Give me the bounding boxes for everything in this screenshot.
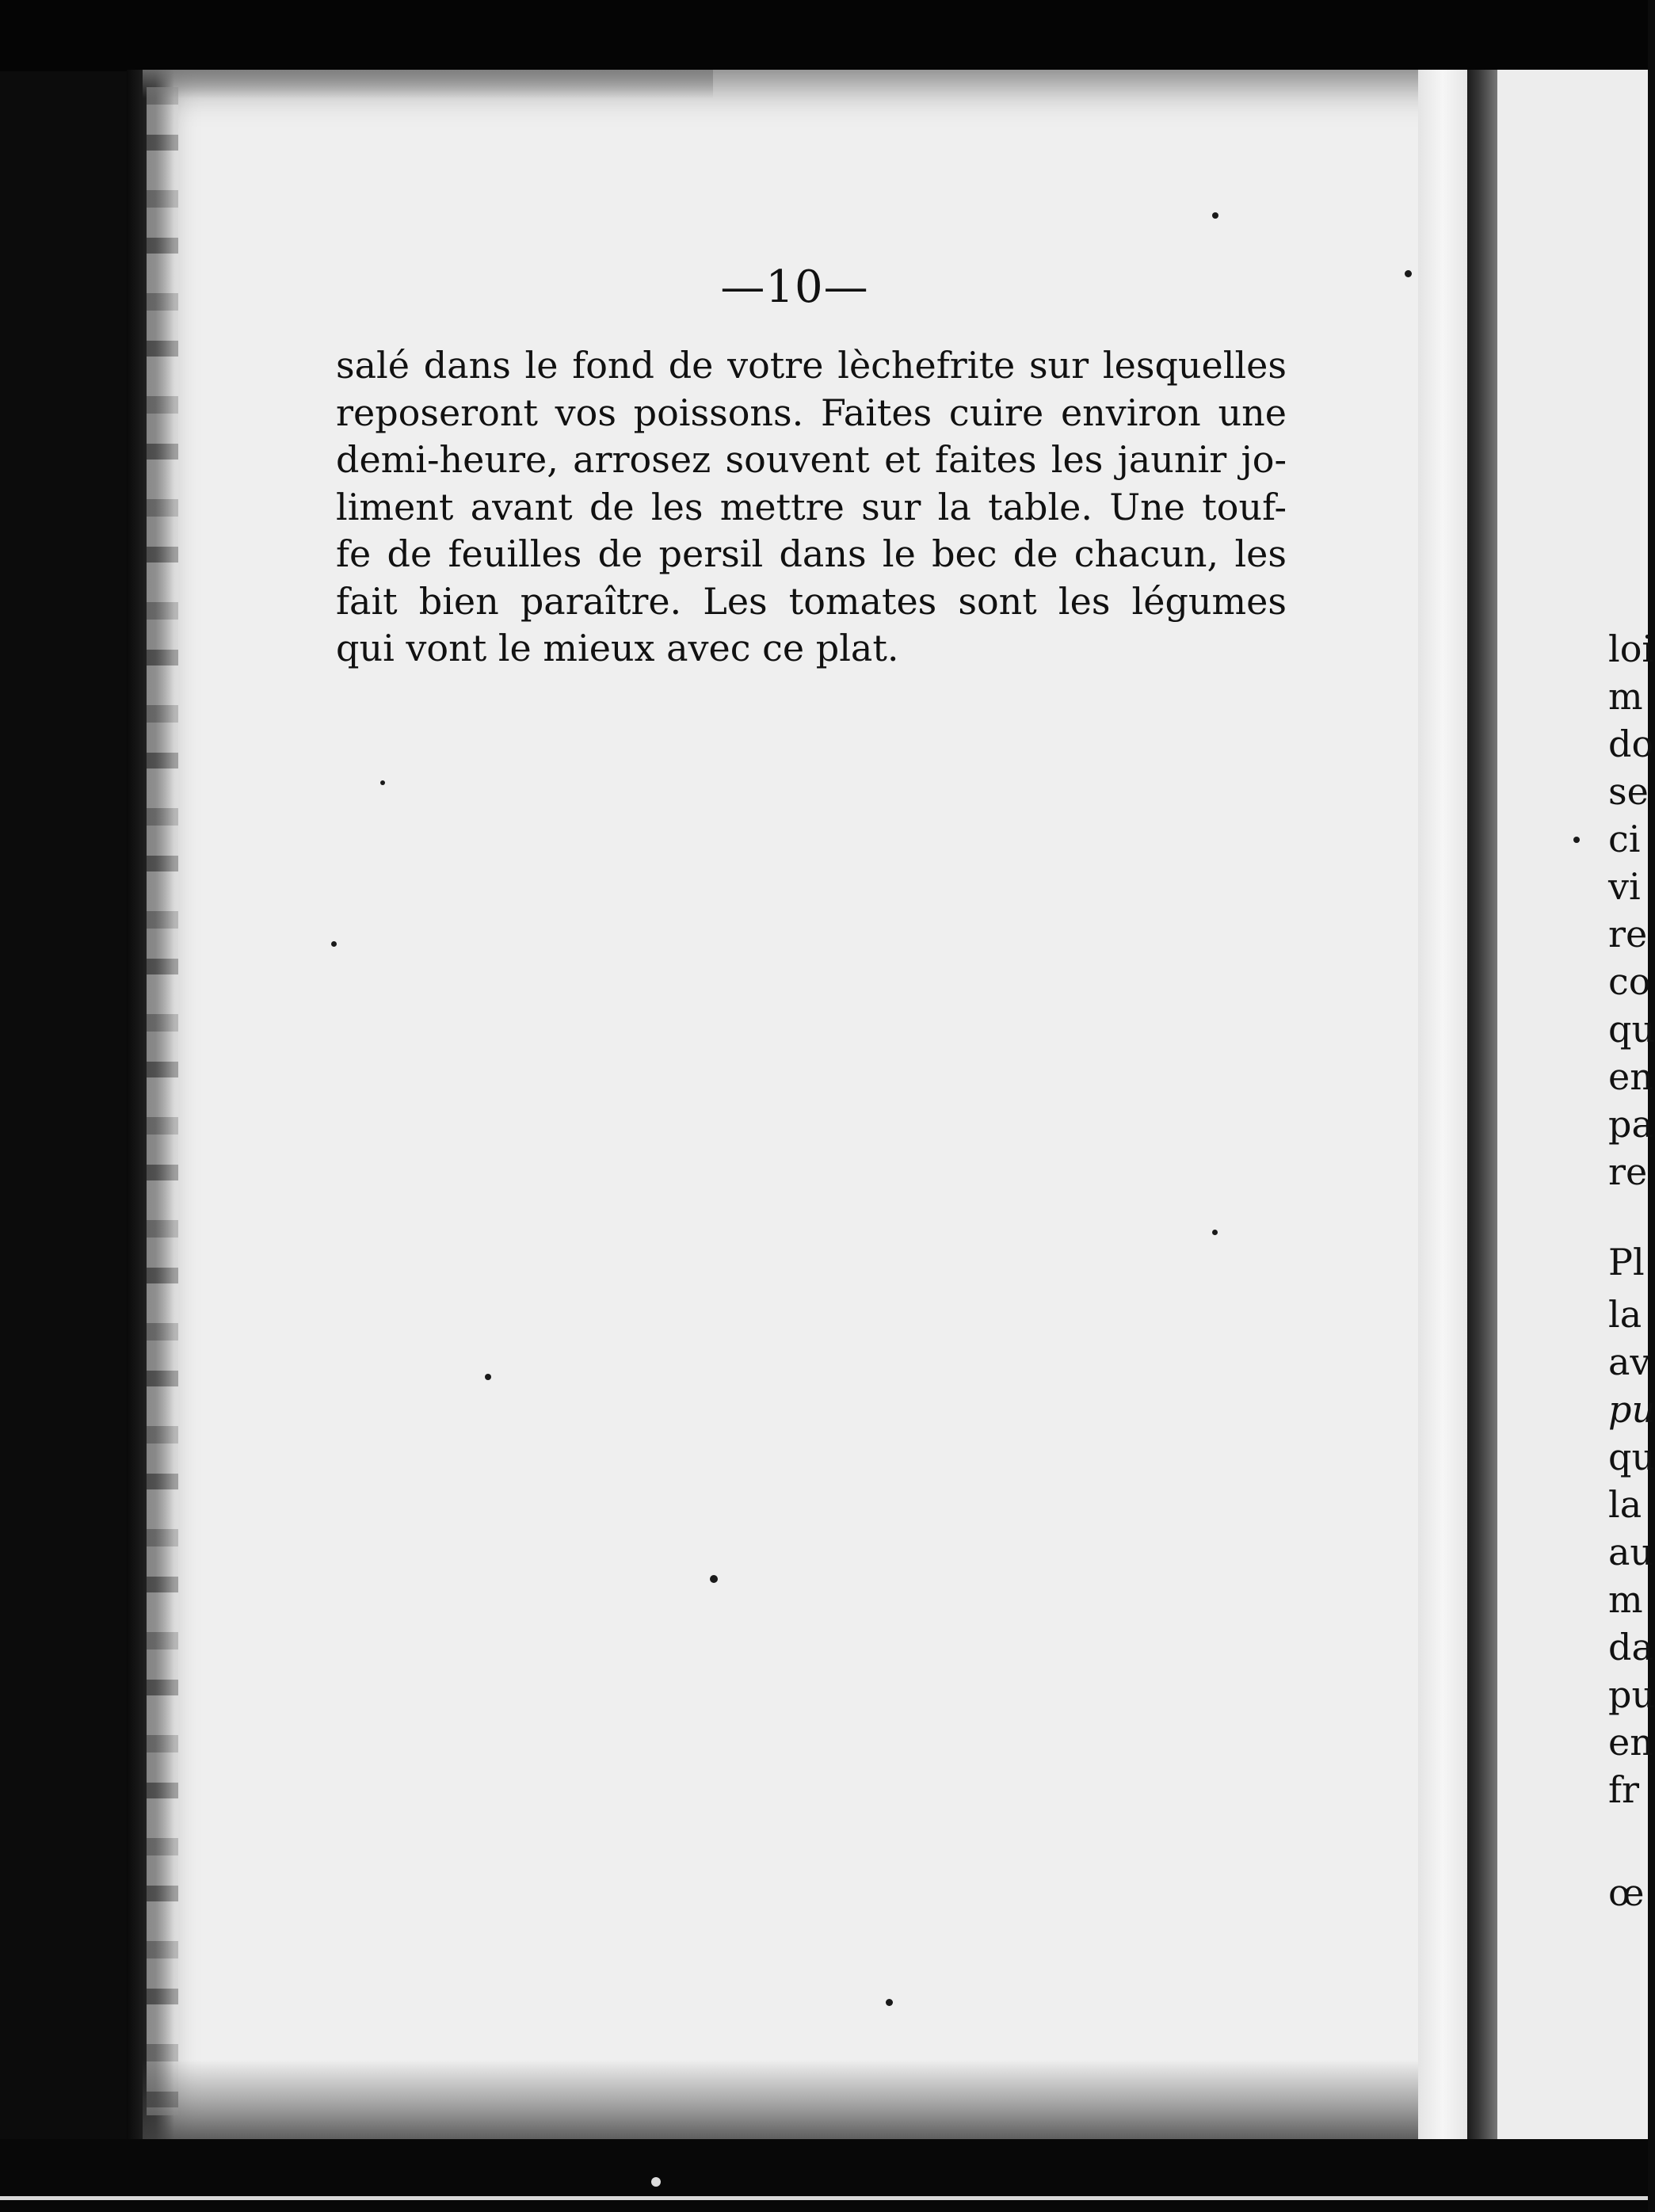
text-line: qui vont le mieux avec ce plat. [336, 627, 899, 669]
facing-line-fragment: m [1608, 675, 1643, 718]
dust-speck [331, 941, 337, 947]
gutter-shadow [1467, 70, 1497, 2139]
dust-speck [1212, 212, 1218, 219]
text-line: reposeront vos poissons. Faites cuire environ une [336, 391, 1287, 434]
dust-speck [485, 1374, 491, 1380]
facing-line-fragment: m [1608, 1578, 1643, 1621]
top-edge-stain [143, 70, 713, 98]
dust-speck [1573, 837, 1580, 843]
facing-line-fragment: da [1608, 1626, 1653, 1669]
facing-page-text [1608, 0, 1655, 2212]
facing-line-fragment: do [1608, 723, 1654, 765]
text-line: fe de feuilles de persil dans le bec de chacun, les [336, 532, 1287, 575]
facing-line-fragment: re [1608, 913, 1648, 955]
page-number: —10— [720, 261, 869, 313]
text-line: fait bien paraître. Les tomates sont les légumes [336, 579, 1287, 623]
facing-line-fragment: ci [1608, 818, 1641, 860]
dust-speck [1405, 270, 1412, 277]
facing-line-fragment: se [1608, 770, 1649, 813]
facing-line-fragment: pu [1608, 1673, 1655, 1716]
text-line: demi-heure, arrosez souvent et faites les jaunir jo- [336, 438, 1287, 481]
facing-line-fragment: au [1608, 1531, 1654, 1573]
page-fold [1418, 70, 1467, 2139]
dust-speck [886, 1999, 893, 2006]
text-line: liment avant de les mettre sur la table. Une touf- [336, 485, 1287, 528]
scan-top-border [0, 0, 1648, 71]
facing-line-fragment: pu [1608, 1388, 1655, 1431]
bottom-edge-stain [143, 2060, 1475, 2139]
facing-line-fragment: co [1608, 960, 1651, 1003]
facing-line-fragment: qu [1608, 1436, 1655, 1478]
facing-line-fragment: qu [1608, 1008, 1655, 1051]
dust-speck [1212, 1230, 1218, 1235]
facing-line-fragment: la [1608, 1483, 1642, 1526]
left-page-edge-stain [147, 87, 178, 2115]
dust-speck [651, 2177, 661, 2187]
facing-line-fragment: av [1608, 1341, 1651, 1383]
facing-line-fragment: en [1608, 1721, 1653, 1764]
facing-line-fragment: fr [1608, 1768, 1640, 1811]
facing-line-fragment: vi [1608, 865, 1641, 908]
scan-bottom-border [0, 2139, 1648, 2212]
facing-line-fragment: œ [1608, 1871, 1645, 1914]
dust-speck [380, 780, 385, 785]
text-line: salé dans le fond de votre lèchefrite sur lesquelles [336, 344, 1287, 387]
facing-line-fragment: la [1608, 1293, 1642, 1336]
dust-speck [710, 1575, 718, 1583]
scan-bottom-line [0, 2196, 1648, 2200]
body-text [336, 342, 1287, 673]
facing-line-fragment: re [1608, 1150, 1648, 1193]
facing-line-fragment: Pl [1608, 1241, 1645, 1283]
facing-line-fragment: loi [1608, 627, 1654, 670]
facing-line-fragment: en [1608, 1055, 1653, 1098]
facing-line-fragment: pa [1608, 1103, 1653, 1146]
